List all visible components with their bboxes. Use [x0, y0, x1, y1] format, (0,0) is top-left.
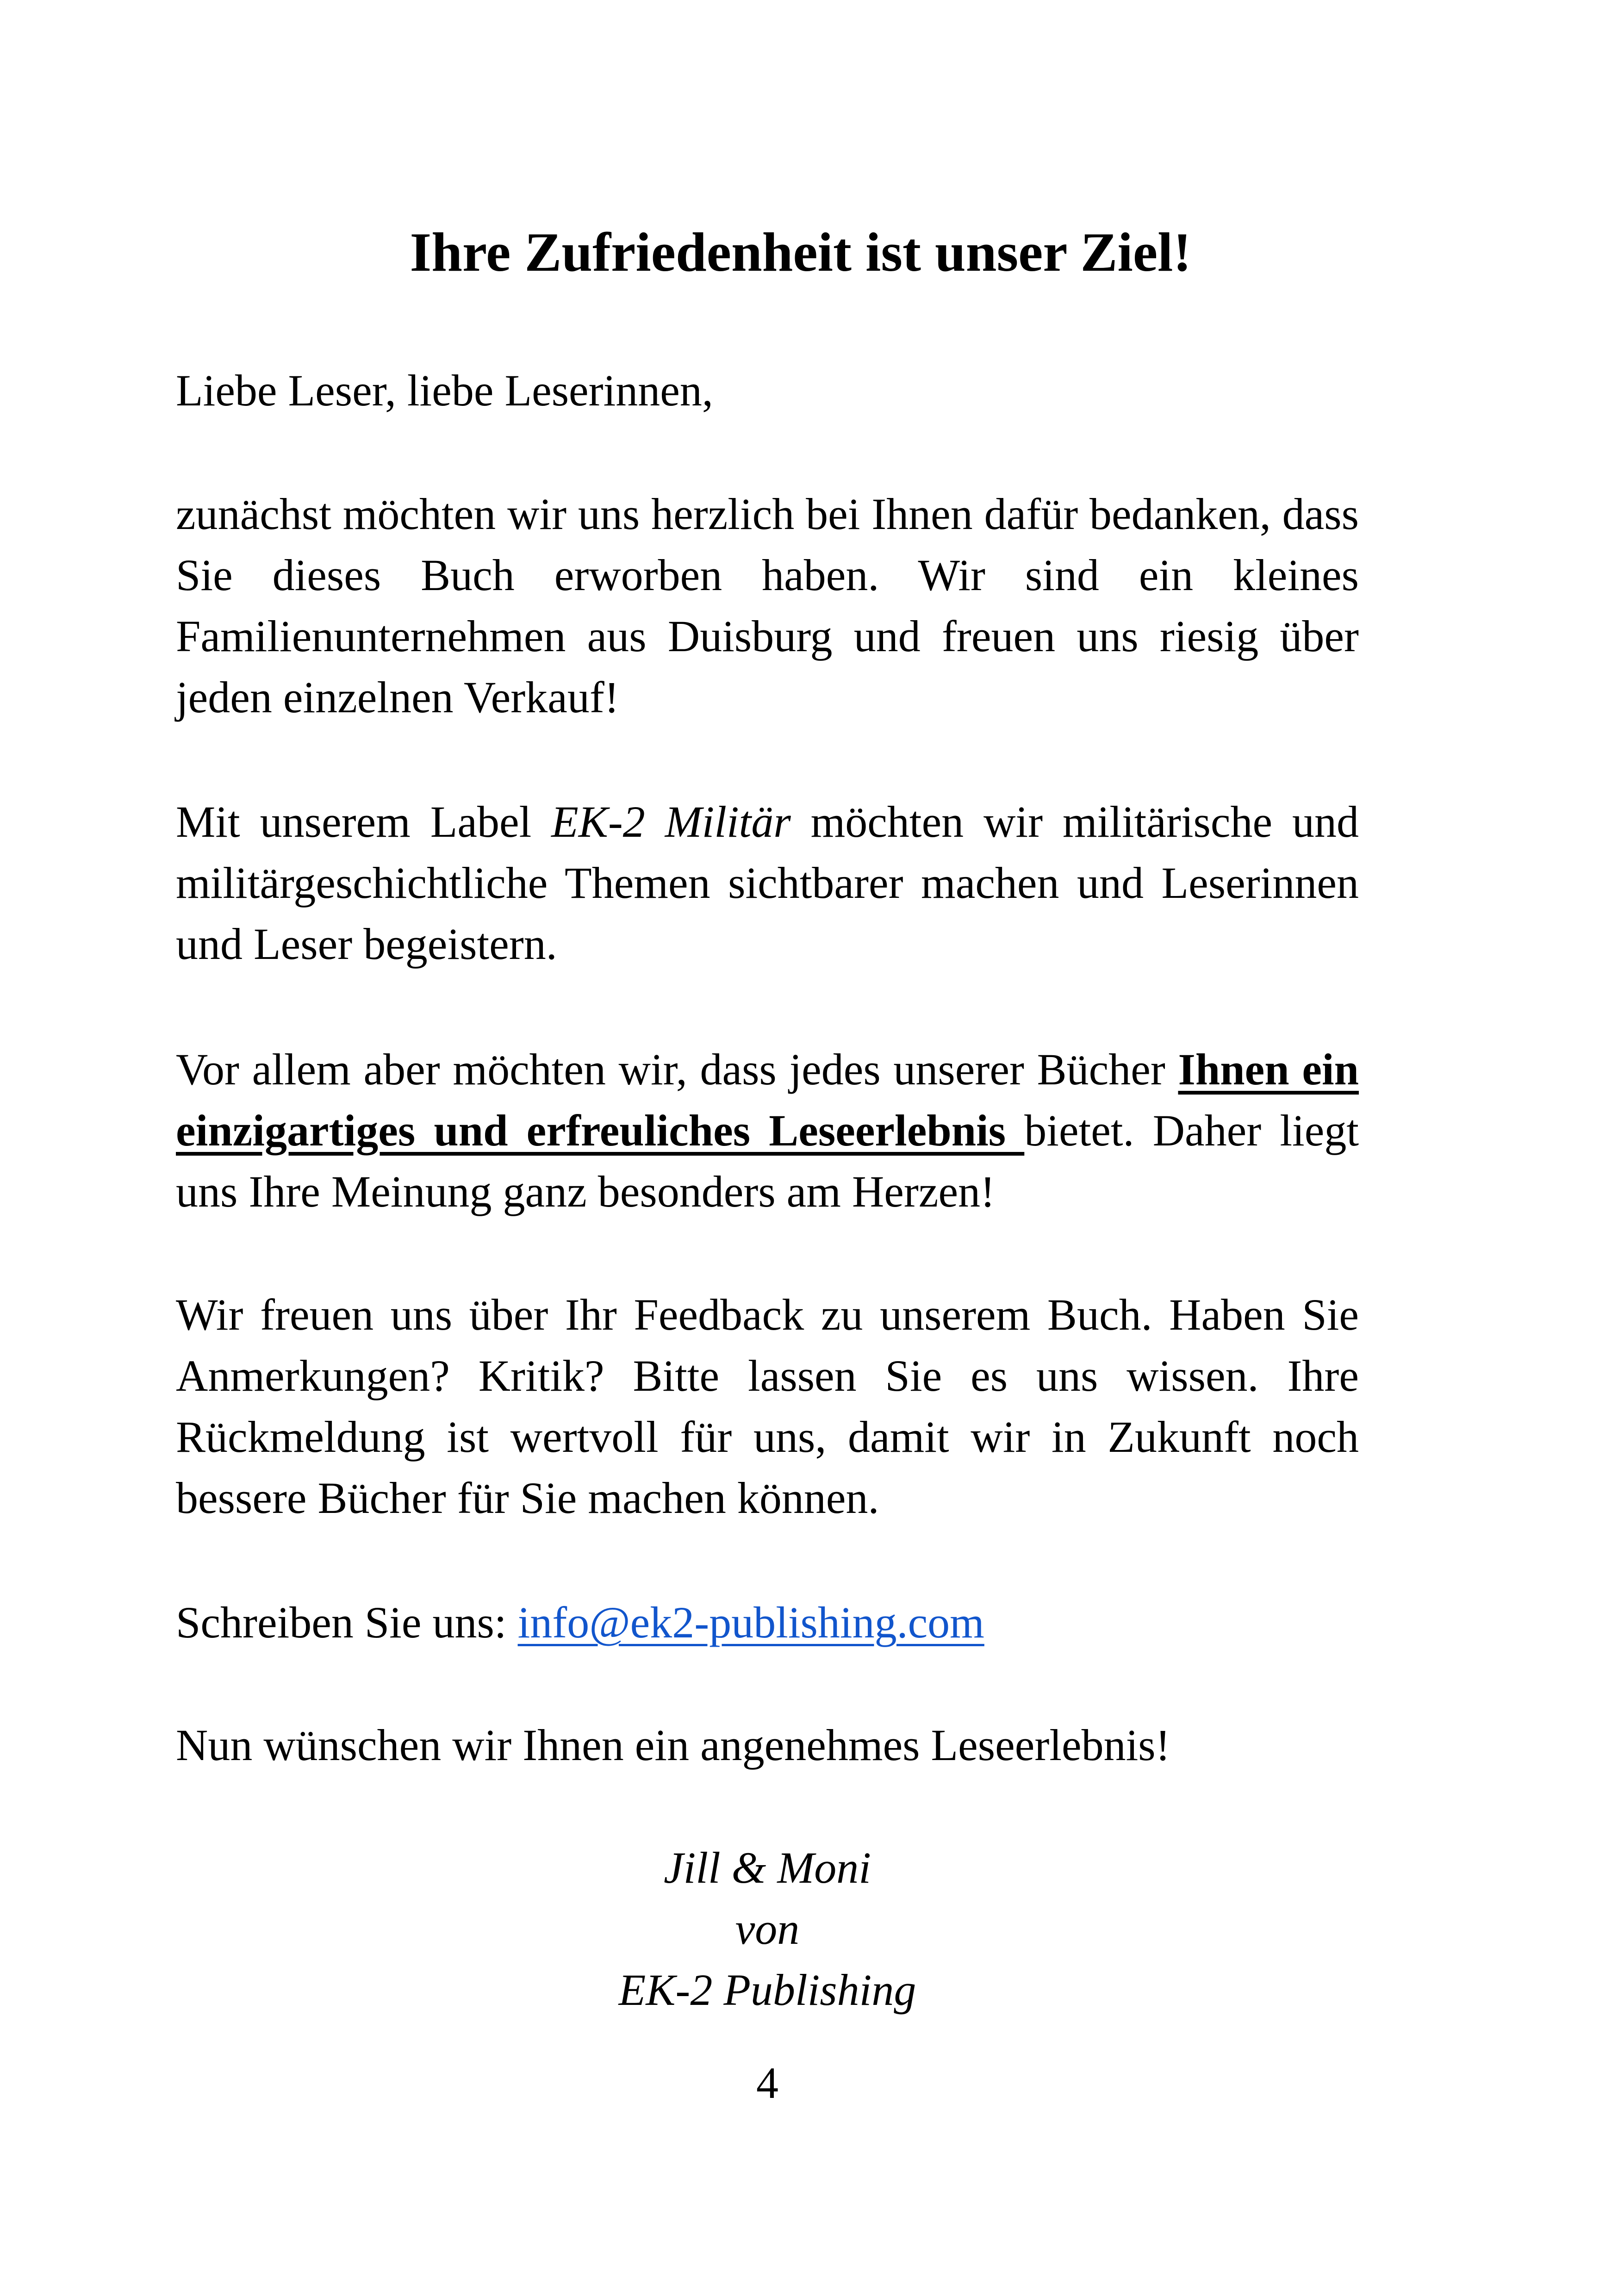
signature-company: EK-2 Publishing [618, 1965, 916, 2015]
label-paragraph-start: Mit unserem Label [176, 797, 552, 846]
contact-line [176, 1592, 1359, 1653]
page-title: Ihre Zufriedenheit ist unser Ziel! [410, 221, 1192, 283]
label-paragraph [176, 791, 1359, 975]
page-number: 4 [756, 2058, 778, 2108]
experience-paragraph [176, 1039, 1359, 1222]
signature-block [176, 1837, 1359, 2021]
contact-prefix: Schreiben Sie uns: [176, 1598, 518, 1647]
thanks-paragraph: zunächst möchten wir uns herzlich bei Ihnen dafür bedanken, dass Sie dieses Buch erworben haben. Wir sind ein kleines Familienunternehmen aus Duisburg und freuen uns riesig über jeden einzelnen Verkauf! [176, 489, 1359, 722]
greeting: Liebe Leser, liebe Leserinnen, [176, 366, 713, 415]
email-link[interactable]: info@ek2-publishing.com [517, 1598, 984, 1647]
label-paragraph-end: möchten wir militärische und militärgeschichtliche Themen sichtbarer machen und Leserinnen und Leser begeistern. [176, 797, 1359, 969]
signature-names: Jill & Moni [664, 1843, 871, 1892]
feedback-paragraph: Wir freuen uns über Ihr Feedback zu unserem Buch. Haben Sie Anmerkungen? Kritik? Bitte lassen Sie es uns wissen. Ihre Rückmeldung ist wertvoll für uns, damit wir in Zukunft noch bessere Bücher für Sie machen können. [176, 1290, 1359, 1523]
experience-paragraph-end: bietet. Daher liegt uns Ihre Meinung ganz besonders am Herzen! [176, 1106, 1359, 1216]
experience-emphasis: Ihnen ein einzigartiges und erfreuliches Leseerlebnis [176, 1045, 1359, 1155]
label-name: EK-2 Militär [551, 797, 791, 846]
experience-paragraph-start: Vor allem aber möchten wir, dass jedes unserer Bücher [176, 1045, 1178, 1094]
closing-wish: Nun wünschen wir Ihnen ein angenehmes Leseerlebnis! [176, 1720, 1170, 1770]
signature-from: von [735, 1904, 800, 1954]
